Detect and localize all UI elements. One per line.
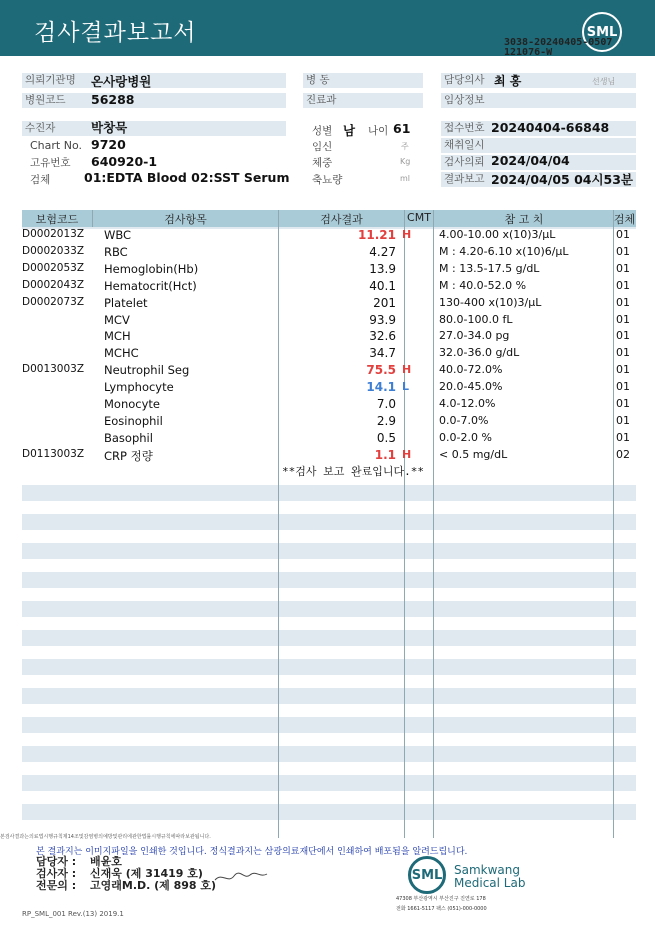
image-copy-notice: 본 결과지는 이미지파일을 인쇄한 것입니다. 정식결과지는 삼광의료재단에서 인쇄하여 배포됨을 알려드립니다. (36, 847, 468, 857)
row-result-value: 34.7 (369, 346, 396, 361)
row-specimen: 01 (616, 346, 630, 360)
row-test-item: Neutrophil Seg (104, 363, 190, 378)
hospital-code-value: 56288 (91, 92, 135, 107)
urine-volume-label: 축뇨량 (312, 174, 343, 186)
row-reference-range: < 0.5 mg/dL (439, 447, 508, 461)
report-date-value: 2024/04/05 04시53분 (491, 172, 634, 187)
row-test-item: Hemoglobin(Hb) (104, 261, 199, 276)
row-test-item: RBC (104, 244, 128, 259)
row-reference-range: 32.0-36.0 g/dL (439, 346, 520, 360)
row-test-item: Basophil (104, 430, 153, 445)
row-test-item: MCHC (104, 346, 139, 361)
weight-label: 체중 (312, 157, 333, 169)
row-insurance-code: D0013003Z (22, 363, 85, 376)
row-result-value: 11.21 (358, 228, 396, 242)
sex-value: 남 (343, 123, 356, 138)
row-specimen: 01 (616, 363, 630, 377)
lab-address: 47308 부산광역시 부산진구 진연로 178 (396, 896, 486, 902)
signature-image (212, 866, 270, 888)
receipt-label: 접수번호 (441, 121, 636, 136)
row-result-value: 14.1 (366, 380, 396, 395)
row-specimen: 01 (616, 278, 630, 292)
unique-id-value: 640920-1 (91, 154, 158, 169)
header-specimen: 검체 (613, 213, 636, 226)
specialist-label: 전문의 : (36, 879, 77, 892)
form-code: RP_SML_001 Rev.(13) 2019.1 (22, 910, 124, 918)
row-result-value: 201 (373, 295, 396, 310)
patient-name-value: 박창묵 (91, 120, 128, 135)
row-reference-range: 80.0-100.0 fL (439, 312, 513, 326)
row-test-item: MCV (104, 312, 130, 327)
row-test-item: Lymphocyte (104, 380, 174, 395)
row-test-item: CRP 정량 (104, 448, 153, 463)
sex-label: 성별 (312, 125, 333, 137)
doctor-label: 담당의사 (441, 73, 636, 88)
header-cmt: CMT (407, 211, 431, 224)
row-test-item: Eosinophil (104, 413, 163, 428)
row-specimen: 01 (616, 295, 630, 309)
row-test-item: WBC (104, 228, 132, 242)
row-result-flag: L (402, 380, 410, 394)
report-title: 검사결과보고서 (34, 20, 197, 46)
urine-volume-unit: ml (400, 174, 411, 183)
header-result: 검사결과 (320, 213, 363, 226)
department-label: 진료과 (303, 93, 423, 108)
table-stripe (22, 775, 636, 791)
brand-line-2: Medical Lab (454, 876, 526, 890)
row-insurance-code: D0113003Z (22, 447, 85, 460)
table-stripe (22, 630, 636, 646)
row-reference-range: M : 4.20-6.10 x(10)6/μL (439, 244, 569, 258)
specialist-value: 고영래M.D. (제 898 호) (90, 879, 217, 892)
row-result-value: 40.1 (369, 278, 396, 293)
column-divider (613, 210, 614, 838)
row-test-item: MCH (104, 329, 131, 344)
table-stripe (22, 746, 636, 762)
row-result-value: 4.27 (369, 244, 396, 259)
row-test-item: Platelet (104, 295, 148, 310)
row-result-value: 13.9 (369, 261, 396, 276)
row-specimen: 01 (616, 228, 630, 241)
hospital-code-label: 병원코드 (22, 93, 86, 108)
column-divider (92, 210, 93, 227)
row-reference-range: 20.0-45.0% (439, 380, 503, 394)
row-result-flag: H (402, 228, 412, 241)
in-charge-label: 담당자 : (36, 855, 77, 868)
row-reference-range: 40.0-72.0% (439, 363, 503, 377)
table-stripe (22, 804, 636, 820)
table-stripe (22, 601, 636, 617)
header-reference: 참 고 치 (504, 213, 544, 226)
row-insurance-code: D0002053Z (22, 261, 85, 274)
request-date-value: 2024/04/04 (491, 153, 570, 168)
column-divider (433, 210, 434, 838)
table-stripe (22, 572, 636, 588)
table-stripe (22, 688, 636, 704)
row-insurance-code: D0002033Z (22, 244, 85, 257)
completion-note: **검사 보고 완료입니다.** (282, 465, 424, 478)
row-result-value: 2.9 (376, 413, 396, 428)
row-result-value: 75.5 (366, 363, 396, 378)
row-insurance-code: D0002073Z (22, 295, 85, 308)
row-reference-range: M : 40.0-52.0 % (439, 278, 527, 292)
row-specimen: 01 (616, 329, 630, 343)
row-reference-range: 4.00-10.00 x(10)3/μL (439, 228, 556, 241)
unique-id-label: 고유번호 (30, 157, 71, 169)
sml-logo: SML (582, 12, 622, 52)
table-stripe (22, 514, 636, 530)
document-subnumber: 121076-W (504, 47, 553, 58)
row-specimen: 01 (616, 430, 630, 444)
patient-label: 수진자 (22, 121, 86, 136)
pregnancy-unit: 주 (401, 142, 409, 151)
row-test-item: Hematocrit(Hct) (104, 278, 197, 293)
institution-value: 온사랑병원 (91, 74, 152, 89)
table-stripe (22, 659, 636, 675)
specimen-value: 01:EDTA Blood 02:SST Serum (84, 170, 290, 185)
table-stripe (22, 485, 636, 501)
weight-unit: Kg (400, 157, 411, 166)
row-result-value: 93.9 (369, 312, 396, 327)
row-result-value: 7.0 (376, 397, 396, 411)
row-specimen: 01 (616, 261, 630, 275)
row-result-flag: H (402, 447, 412, 461)
chart-no-value: 9720 (91, 137, 126, 152)
row-insurance-code: D0002013Z (22, 228, 85, 240)
row-specimen: 01 (616, 397, 630, 410)
row-reference-range: 0.0-2.0 % (439, 430, 492, 444)
doctor-value: 최 홍 (494, 74, 522, 88)
doctor-suffix: 선생님 (592, 77, 616, 86)
in-charge-value: 배윤호 (90, 855, 122, 868)
row-result-value: 0.5 (376, 430, 396, 445)
row-specimen: 01 (616, 413, 630, 427)
ward-label: 병 동 (303, 73, 423, 88)
clinical-info-label: 임상정보 (441, 93, 636, 108)
row-specimen: 01 (616, 312, 630, 326)
row-reference-range: 27.0-34.0 pg (439, 329, 510, 343)
footer-sml-logo: SML (408, 856, 446, 894)
table-stripe (22, 543, 636, 559)
age-value: 61 (393, 121, 411, 136)
age-label: 나이 (368, 125, 389, 137)
column-divider (404, 210, 405, 838)
row-reference-range: 130-400 x(10)3/μL (439, 295, 542, 309)
institution-label: 의뢰기관명 (22, 73, 86, 88)
brand-line-1: Samkwang (454, 863, 520, 877)
row-result-value: 32.6 (369, 329, 396, 344)
chart-no-label: Chart No. (30, 139, 82, 152)
report-date-label: 결과보고 (441, 172, 636, 187)
request-date-label: 검사의뢰 (441, 155, 636, 170)
row-specimen: 01 (616, 380, 630, 394)
header-code: 보험코드 (35, 213, 79, 226)
specimen-label: 검체 (30, 174, 51, 186)
row-specimen: 02 (616, 447, 630, 461)
pregnancy-label: 임신 (312, 141, 333, 153)
row-reference-range: M : 13.5-17.5 g/dL (439, 261, 540, 275)
receipt-number-value: 20240404-66848 (491, 120, 610, 135)
row-result-value: 1.1 (374, 447, 396, 462)
fine-print: 본검사결과는의료법시행규칙제14조및감염병의예방및관리에관한법률시행규칙에따라보관됩니다. (0, 834, 211, 840)
document-number: 3038-20240405-0507 (504, 37, 613, 48)
tester-value: 신재욱 (제 31419 호) (90, 867, 203, 880)
collection-label: 채취일시 (441, 138, 636, 153)
column-divider (278, 210, 279, 838)
row-result-flag: H (402, 363, 412, 377)
row-test-item: Monocyte (104, 397, 160, 411)
table-stripe (22, 717, 636, 733)
header-item: 검사항목 (164, 213, 207, 226)
tester-label: 검사자 : (36, 867, 77, 880)
row-specimen: 01 (616, 244, 630, 258)
row-reference-range: 4.0-12.0% (439, 397, 496, 410)
row-reference-range: 0.0-7.0% (439, 413, 489, 427)
lab-phone: 전화 1661-5117 팩스 (051)-000-0000 (396, 906, 487, 912)
row-insurance-code: D0002043Z (22, 278, 85, 291)
